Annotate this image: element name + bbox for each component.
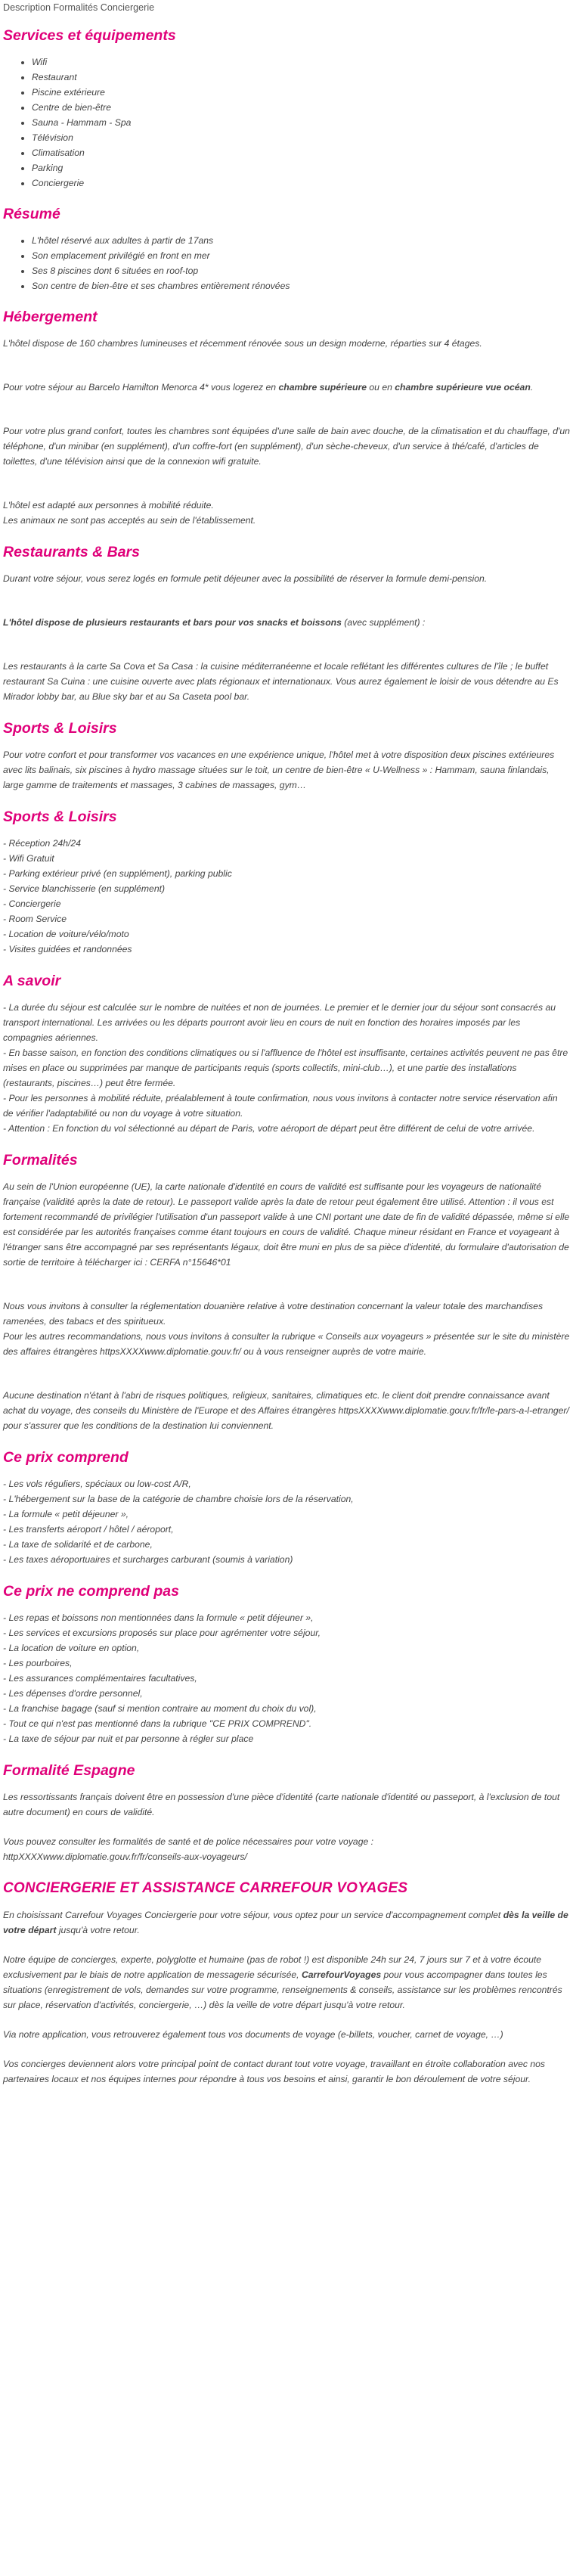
hebergement-section <box>3 307 570 528</box>
list-item: - Les repas et boissons non mentionnées dans la formule « petit déjeuner », <box>3 1612 314 1623</box>
list-item: - Wifi Gratuit <box>3 853 54 864</box>
services-section <box>3 26 570 191</box>
pets-note: Les animaux ne sont pas acceptés au sein de l'établissement. <box>3 515 256 526</box>
hebergement-room-types: Pour votre séjour au Barcelo Hamilton Menorca 4* vous logerez en chambre supérieure ou en chambre supérieure vue océan. <box>3 382 534 393</box>
list-item: - Les services et excursions proposés sur place pour agrémenter votre séjour, <box>3 1628 321 1638</box>
conciergerie-section <box>3 1879 570 2087</box>
conciergerie-title: CONCIERGERIE ET ASSISTANCE CARREFOUR VOYAGES <box>3 1880 408 1896</box>
list-item: • Parking <box>32 160 570 175</box>
list-item: - Les taxes aéroportuaires et surcharges carburant (soumis à variation) <box>3 1554 293 1565</box>
room-type-vue-ocean: chambre supérieure vue océan <box>395 382 531 393</box>
list-item: - Tout ce qui n'est pas mentionné dans la rubrique "CE PRIX COMPREND". <box>3 1718 312 1729</box>
list-item: - Les assurances complémentaires facultatives, <box>3 1673 197 1684</box>
list-item: - La taxe de séjour par nuit et par personne à régler sur place <box>3 1733 254 1744</box>
list-item: - Room Service <box>3 914 67 924</box>
comprend-title: Ce prix comprend <box>3 1449 129 1466</box>
list-item: - L'hébergement sur la base de la catégorie de chambre choisie lors de la réservation, <box>3 1494 354 1504</box>
restaurants-list: Les restaurants à la carte Sa Cova et Sa Casa : la cuisine méditerranéenne et locale reflétant les différentes cultures de l'île ; le buffet restaurant Sa Cuina : une cuisine ouverte avec plats régionaux et internationaux. Vous aurez également le loisir de vous détendre au Es Mirador lobby bar, au Blue sky bar et au Sa Caseta pool bar. <box>3 661 559 702</box>
hebergement-equipment: Pour votre plus grand confort, toutes les chambres sont équipées d'une salle de bain avec douche, de la climatisation et du chauffage, d'un téléphone, d'un minibar (en supplément), d'un coffre-fort (en supplément), d'un sèche-cheveux, d'un service à thé/café, d'articles de toilettes, d'une télévision ainsi que de la connexion wifi gratuite. <box>3 426 570 467</box>
sports-section <box>3 718 570 793</box>
services-title: Services et équipements <box>3 27 176 44</box>
list-item: • Wifi <box>32 54 570 70</box>
hotel-services <box>3 836 570 957</box>
formalite-espagne-health: Vous pouvez consulter les formalités de santé et de police nécessaires pour votre voyage : httpXXXXwww.diplomatie.gouv.fr/fr/conseils-aux-voyageurs/ <box>3 1834 570 1864</box>
list-item: - La franchise bagage (sauf si mention contraire au moment du choix du vol), <box>3 1703 317 1714</box>
conciergerie-contact: Vos concierges deviennent alors votre principal point de contact durant tout votre voyage, travaillant en étroite collaboration avec nos partenaires locaux et nos équipes internes pour répondre à tous vos besoins et ainsi, garantir le bon déroulement de votre séjour. <box>3 2059 546 2084</box>
accessibility-note: L'hôtel est adapté aux personnes à mobilité réduite. <box>3 500 214 511</box>
hebergement-access <box>3 498 570 528</box>
resume-list <box>3 233 570 293</box>
list-item: • Restaurant <box>32 70 570 85</box>
formalites-title: Formalités <box>3 1152 78 1169</box>
formalites-customs: Nous vous invitons à consulter la réglementation douanière relative à votre destination concernant la valeur totale des marchandises ramenées, des tabacs et des spiritueux. Pour les autres recommandations, nous vous invitons à consulter la rubrique « Conseils aux voyageurs » présentée sur le site du ministère des affaires étrangères httpsXXXXwww.diplomatie.gouv.fr/ ou à vous renseigner auprès de votre mairie. <box>3 1301 570 1357</box>
list-item: • Piscine extérieure <box>32 85 570 100</box>
formalite-espagne-title: Formalité Espagne <box>3 1762 135 1779</box>
list-item: • Conciergerie <box>32 175 570 191</box>
list-item: - La formule « petit déjeuner », <box>3 1509 129 1519</box>
resume-section <box>3 204 570 293</box>
resume-title: Résumé <box>3 206 60 222</box>
list-item: - Conciergerie <box>3 898 61 909</box>
list-item: - Les pourboires, <box>3 1658 73 1668</box>
restaurants-intro: L'hôtel dispose de plusieurs restaurants et bars pour vos snacks et boissons (avec supplément) : <box>3 617 426 628</box>
list-item: - Les transferts aéroport / hôtel / aéroport, <box>3 1524 174 1535</box>
sports-description: Pour votre confort et pour transformer vos vacances en une expérience unique, l'hôtel met à votre disposition deux piscines extérieures avec lits balinais, six piscines à hydro massage situées sur le toit, un centre de bien-être « U-Wellness » : Hammam, sauna finlandais, large gamme de traitements et massages, 3 cabines de massages, gym… <box>3 750 555 790</box>
hebergement-intro: L'hôtel dispose de 160 chambres lumineuses et récemment rénovée sous un design moderne, réparties sur 4 étages. <box>3 338 482 349</box>
comprend-section <box>3 1448 570 1567</box>
list-item: - La location de voiture en option, <box>3 1643 140 1653</box>
asavoir-title: A savoir <box>3 973 61 989</box>
asavoir-text: - La durée du séjour est calculée sur le nombre de nuitées et non de journées. Le premier et le dernier jour du séjour sont consacrés au transport international. Les arrivées ou les départs pourront avoir lieu en cours de nuit en fonction des horaires imposés par les compagnies aériennes. - En basse saison, en fonction des conditions climatiques ou si l'affluence de l'hôtel est insuffisante, certaines activités peuvent ne pas être mises en place ou supprimées par manque de participants requis (sports collectifs, mini-club…), et une partie des installations (restaurants, piscines…) peut être fermée. - Pour les personnes à mobilité réduite, préalablement à toute confirmation, nous vous invitons à contacter notre service réservation afin de vérifier l'adaptabilité ou non du voyage à votre situation. - Attention : En fonction du vol sélectionné au départ de Paris, votre aéroport de départ peut être différent de celui de votre arrivée. <box>3 1002 568 1134</box>
list-item: - Les vols réguliers, spéciaux ou low-cost A/R, <box>3 1479 191 1489</box>
list-item: - La taxe de solidarité et de carbone, <box>3 1539 153 1550</box>
list-item: - Visites guidées et randonnées <box>3 944 132 954</box>
app-name: CarrefourVoyages <box>301 1969 382 1980</box>
comprend-list <box>3 1476 570 1567</box>
services-list <box>3 54 570 191</box>
restaurants-title: Restaurants & Bars <box>3 544 140 560</box>
list-item: - Location de voiture/vélo/moto <box>3 929 129 939</box>
restaurants-section <box>3 542 570 704</box>
list-item: - Réception 24h/24 <box>3 838 81 849</box>
list-item: - Parking extérieur privé (en supplément), parking public <box>3 868 232 879</box>
list-item: - Service blanchisserie (en supplément) <box>3 883 166 894</box>
formalites-identity: Au sein de l'Union européenne (UE), la carte nationale d'identité en cours de validité est suffisante pour les voyageurs de nationalité française (validité après la date de retour). Le passeport valide après la date de retour peut également être utilisé. Attention : il vous est fortement recommandé de privilégier l'utilisation d'un passeport valide à une CNI portant une date de fin de validité dépassée, même si elle est considérée par les autorités françaises comme étant toujours en cours de validité. Chaque mineur résidant en France et voyageant à l'étranger sans être accompagné par ses représentants légaux, doit être muni en plus de sa pièce d'identité, du formulaire d'autorisation de sortie de territoire à télécharger ici : CERFA n°15646*01 <box>3 1181 570 1268</box>
necomprend-list <box>3 1610 570 1746</box>
list-item: • Son centre de bien-être et ses chambres entièrement rénovées <box>32 278 570 293</box>
page-label: Description Formalités Conciergerie <box>3 2 155 13</box>
formalites-risks: Aucune destination n'étant à l'abri de risques politiques, religieux, sanitaires, climatiques etc. le client doit prendre connaissance avant achat du voyage, des conseils du Ministère de l'Europe et des Affaires étrangères httpsXXXXwww.diplomatie.gouv.fr/fr/le-pars-a-l-etranger/ pour s'assurer que les conditions de la destination lui conviennent. <box>3 1390 569 1431</box>
sports-title: Sports & Loisirs <box>3 720 117 737</box>
list-item: • Sauna - Hammam - Spa <box>32 115 570 130</box>
conciergerie-intro: En choisissant Carrefour Voyages Conciergerie pour votre séjour, vous optez pour un service d'accompagnement complet dès la veille de votre départ jusqu'à votre retour. <box>3 1910 568 1935</box>
list-item: • L'hôtel réservé aux adultes à partir de 17ans <box>32 233 570 248</box>
list-item: • Télévision <box>32 130 570 145</box>
services-list-section <box>3 807 570 957</box>
conciergerie-team: Notre équipe de concierges, experte, polyglotte et humaine (pas de robot !) est disponible 24h sur 24, 7 jours sur 7 et à votre écoute exclusivement par le biais de notre application de messagerie sécurisée, CarrefourVoyages pour vous accompagner dans toutes les situations (enregistrement de vols, demandes sur votre programme, renseignements & conseils, assistance sur les problèmes rencontrés sur place, réservation d'activités, conciergerie, …) dès la veille de votre départ jusqu'à votre retour. <box>3 1954 562 2010</box>
conciergerie-documents: Via notre application, vous retrouverez également tous vos documents de voyage (e-billets, voucher, carnet de voyage, …) <box>3 2029 503 2040</box>
room-type-superieure: chambre supérieure <box>278 382 367 393</box>
list-item: • Son emplacement privilégié en front en mer <box>32 248 570 263</box>
hebergement-title: Hébergement <box>3 309 98 325</box>
list-item: • Ses 8 piscines dont 6 situées en roof-top <box>32 263 570 278</box>
asavoir-section <box>3 971 570 1136</box>
list-item: • Climatisation <box>32 145 570 160</box>
list-item: • Centre de bien-être <box>32 100 570 115</box>
formalite-espagne-identity: Les ressortissants français doivent être en possession d'une pièce d'identité (carte nationale d'identité ou passeport, à l'exclusion de tout autre document) en cours de validité. <box>3 1792 560 1817</box>
sports-title-2: Sports & Loisirs <box>3 808 117 825</box>
formalites-section <box>3 1150 570 1433</box>
restaurants-formula: Durant votre séjour, vous serez logés en formule petit déjeuner avec la possibilité de réserver la formule demi-pension. <box>3 573 488 584</box>
diplomatie-link[interactable]: httpXXXXwww.diplomatie.gouv.fr/fr/conseils-aux-voyageurs/ <box>3 1851 247 1862</box>
formalite-espagne-section <box>3 1761 570 1864</box>
necomprend-section <box>3 1581 570 1746</box>
list-item: - Les dépenses d'ordre personnel, <box>3 1688 143 1699</box>
necomprend-title: Ce prix ne comprend pas <box>3 1583 179 1600</box>
